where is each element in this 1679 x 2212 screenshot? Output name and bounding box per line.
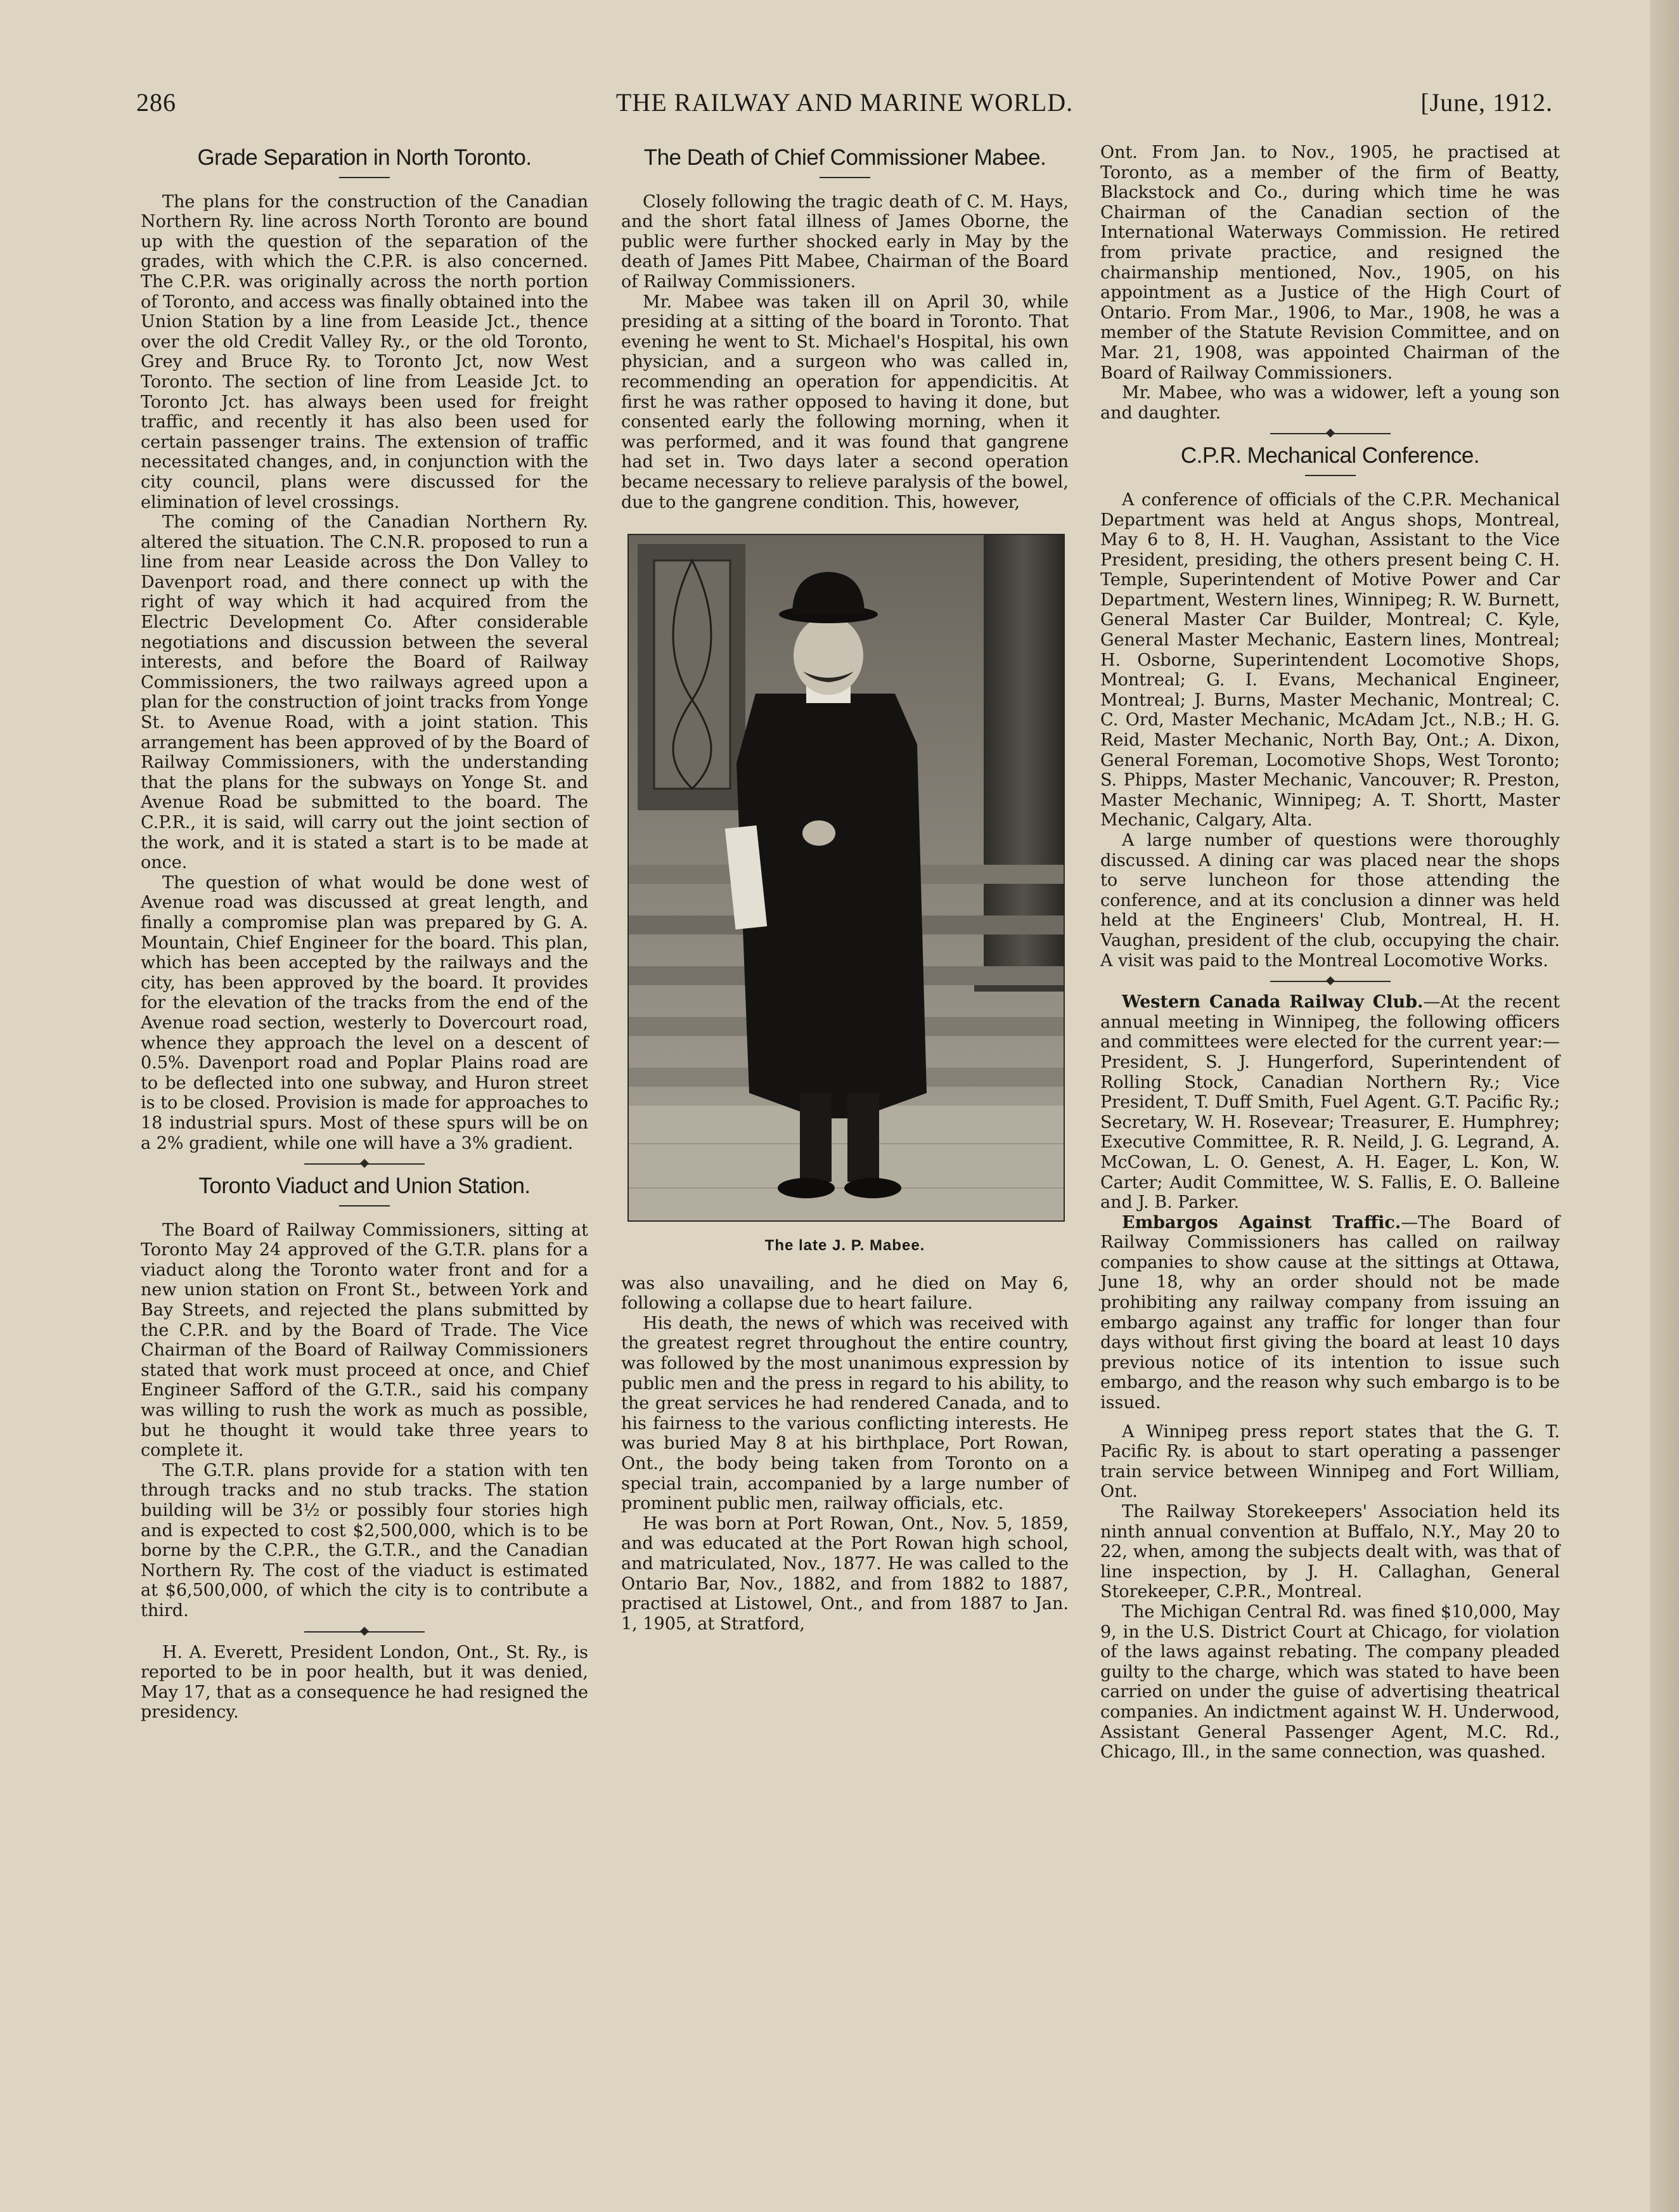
paragraph: Ont. From Jan. to Nov., 1905, he practised at Toronto, as a member of the firm of Beatty, Blackstock and Co., during which time he was Chairman of the Canadian section of the International Waterways Commission. He retired from private practice, and resigned the chairmanship mentioned, Nov., 1905, on his appointment as a Justice of the High Court of Ontario. From Mar., 1906, to Mar., 1908, he was a member of the Statute Revision Committee, and on Mar. 21, 1908, was appointed Chairman of the Board of Railway Commissioners. bbox=[1100, 143, 1560, 383]
article-title-grade-separation: Grade Separation in North Toronto. bbox=[197, 145, 532, 170]
paragraph-embargos bbox=[1100, 1213, 1560, 1413]
portrait-image bbox=[629, 535, 1064, 1220]
paragraph: His death, the news of which was received with the greatest regret throughout the entire country, was followed by the most unanimous expression by public men and the press in regard to his ability, to the great services he had rendered Canada, and to his fairness to the various conflicting interests. He was buried May 8 at his birthplace, Port Rowan, Ont., the body being taken from Toronto on a special train, accompanied by a large number of prominent public men, railway officials, etc. bbox=[621, 1313, 1069, 1514]
journal-title: THE RAILWAY AND MARINE WORLD. bbox=[615, 88, 1074, 117]
run-in-text: —The Board of Railway Commissioners has called on railway companies to show cause at the sittings at Ottawa, June 18, why an order should not be made prohibiting any railway company from issuing an embargo against any traffic for longer than four days without first giving the board at least 10 days previous notice of its intention to issue such embargo, and the reason why such embargo is to be issued. bbox=[1100, 1212, 1560, 1413]
section-divider bbox=[141, 1625, 588, 1639]
article-title-viaduct: Toronto Viaduct and Union Station. bbox=[198, 1174, 531, 1199]
paragraph: The Board of Railway Commissioners, sitting at Toronto May 24 approved of the G.T.R. plans for a viaduct along the Toronto water front and for a new union station on Front St., between York and Bay Streets, and rejected the plans submitted by the C.P.R. and by the Board of Trade. The Vice Chairman of the Board of Railway Commissioners stated that work must proceed at once, and Chief Engineer Safford of the G.T.R., said his company was willing to rush the work as much as possible, but he thought it would take three years to complete it. bbox=[141, 1220, 588, 1461]
page-edge bbox=[1650, 0, 1679, 2212]
column-2 bbox=[621, 143, 1069, 1634]
photo-caption: The late J. P. Mabee. bbox=[764, 1237, 925, 1255]
paragraph: A large number of questions were thoroughly discussed. A dining car was placed near the shops to serve luncheon for those attending the conference, and at its conclusion a dinner was held held at the Engineers' Club, Montreal, H. H. Vaughan, president of the club, occupying the chair. A visit was paid to the Montreal Locomotive Works. bbox=[1100, 831, 1560, 971]
paragraph-western-canada-railway-club bbox=[1100, 992, 1560, 1213]
running-header bbox=[136, 87, 1553, 126]
section-divider bbox=[141, 1157, 588, 1171]
paragraph: Mr. Mabee was taken ill on April 30, while presiding at a sitting of the board in Toronto. That evening he went to St. Michael's Hospital, his own physician, and a surgeon who was called in, recommending an operation for appendicitis. At first he was rather opposed to having it done, but consented early the following morning, when it was performed, and it was found that gangrene had set in. Two days later a second operation became necessary to relieve paralysis of the bowel, due to the gangrene condition. This, however, bbox=[621, 292, 1069, 512]
run-in-heading: Western Canada Railway Club. bbox=[1122, 992, 1424, 1012]
paragraph: The G.T.R. plans provide for a station with ten through tracks and no stub tracks. The station building will be 3½ or possibly four stories high and is expected to cost $2,500,000, which is to be borne by the C.P.R., the G.T.R., and the Canadian Northern Ry. The cost of the viaduct is estimated at $6,500,000, of which the city is to contribute a third. bbox=[141, 1460, 588, 1620]
paragraph: He was born at Port Rowan, Ont., Nov. 5, 1859, and was educated at the Port Rowan high school, and matriculated, Nov., 1877. He was called to the Ontario Bar, Nov., 1882, and from 1882 to 1887, practised at Listowel, Ont., and from 1887 to Jan. 1, 1905, at Stratford, bbox=[621, 1513, 1069, 1634]
article-title-mabee: The Death of Chief Commissioner Mabee. bbox=[643, 145, 1046, 170]
run-in-heading: Embargos Against Traffic. bbox=[1122, 1212, 1401, 1232]
paragraph: The plans for the construction of the Canadian Northern Ry. line across North Toronto are bound up with the question of the separation of the grades, with which the C.P.R. is also concerned. The C.P.R. was originally across the north portion of Toronto, and access was finally obtained into the Union Station by a line from Leaside Jct., thence over the old Credit Valley Ry., or the old Toronto, Grey and Bruce Ry. to Toronto Jct, now West Toronto. The section of line from Leaside Jct. to Toronto Jct. has always been used for freight traffic, and recently it has also been used for certain passenger trains. The extension of traffic necessitated changes, and, in conjunction with the city council, plans were discussed for the elimination of level crossings. bbox=[141, 191, 588, 512]
title-rule bbox=[820, 177, 870, 178]
title-rule bbox=[339, 177, 390, 178]
paragraph: A conference of officials of the C.P.R. Mechanical Department was held at Angus shops, Montreal, May 6 to 8, H. H. Vaughan, Assistant to the Vice President, presiding, the others present being C. H. Temple, Superintendent of Motive Power and Car Department, Western lines, Winnipeg; R. W. Burnett, General Master Car Builder, Montreal; C. Kyle, General Master Mechanic, Eastern lines, Montreal; H. Osborne, Superintendent Locomotive Shops, Montreal; G. I. Evans, Mechanical Engineer, Montreal; J. Burns, Master Mechanic, Montreal; C. C. Ord, Master Mechanic, McAdam Jct., N.B.; H. G. Reid, Master Mechanic, North Bay, Ont.; A. Dixon, General Foreman, Locomotive Shops, West Toronto; S. Phipps, Master Mechanic, Vancouver; R. Preston, Master Mechanic, Winnipeg; A. T. Shortt, Master Mechanic, Calgary, Alta. bbox=[1100, 489, 1560, 831]
paragraph: The coming of the Canadian Northern Ry. altered the situation. The C.N.R. proposed to run a line from near Leaside across the Don Valley to Davenport road, and there connect up with the right of way which it had acquired from the Electric Development Co. After considerable negotiations and discussion between the several interests, and before the Board of Railway Commissioners, the two railways agreed upon a plan for the construction of joint tracks from Yonge St. to Avenue Road, with a joint station. This arrangement has been approved of by the Board of Railway Commissioners, with the understanding that the plans for the subways on Yonge St. and Avenue Road be submitted to the board. The C.P.R., it is said, will carry out the joint section of the work, and it is stated a start is to be made at once. bbox=[141, 512, 588, 873]
paragraph: Mr. Mabee, who was a widower, left a young son and daughter. bbox=[1100, 383, 1560, 423]
section-divider bbox=[1100, 974, 1560, 988]
paragraph: A Winnipeg press report states that the G. T. Pacific Ry. is about to start operating a passenger train service between Winnipeg and Fort William, Ont. bbox=[1100, 1421, 1560, 1502]
paragraph: The question of what would be done west of Avenue road was discussed at great length, and finally a compromise plan was prepared by G. A. Mountain, Chief Engineer for the board. This plan, which has been accepted by the railways and the city, has been approved by the board. It provides for the elevation of the tracks from the end of the Avenue road section, westerly to Dovercourt road, whence they approach the level on a descent of 0.5%. Davenport road and Poplar Plains road are to be deflected into one subway, and Huron street is to be closed. Provision is made for approaches to 18 industrial spurs. Most of these spurs will be on a 2% gradient, while one will have a 3% gradient. bbox=[141, 872, 588, 1153]
title-rule bbox=[1305, 475, 1356, 476]
portrait-photo bbox=[627, 534, 1065, 1222]
paragraph: The Railway Storekeepers' Association held its ninth annual convention at Buffalo, N.Y., May 20 to 22, when, among the subjects dealt with, was that of line inspection, by J. H. Callaghan, General Storekeeper, C.P.R., Montreal. bbox=[1100, 1502, 1560, 1602]
article-title-mechanical-conference: C.P.R. Mechanical Conference. bbox=[1180, 443, 1480, 469]
page-number: 286 bbox=[136, 88, 176, 117]
column-3 bbox=[1100, 143, 1560, 1762]
section-divider bbox=[1100, 427, 1560, 441]
run-in-text: —At the recent annual meeting in Winnipeg, the following officers and committees were elected for the current year:—President, S. J. Hungerford, Superintendent of Rolling Stock, Canadian Northern Ry.; Vice President, T. Duff Smith, Fuel Agent. G.T. Pacific Ry.; Secretary, W. H. Rosevear; Treasurer, E. Humphrey; Executive Committee, R. R. Neild, J. G. Legrand, A. McCowan, L. O. Genest, A. H. Eager, L. Kon, W. Carter; Audit Committee, W. S. Fallis, E. O. Balleine and J. B. Parker. bbox=[1100, 992, 1560, 1213]
paragraph: Closely following the tragic death of C. M. Hays, and the short fatal illness of James Oborne, the public were further shocked early in May by the death of James Pitt Mabee, Chairman of the Board of Railway Commissioners. bbox=[621, 191, 1069, 292]
issue-date: [June, 1912. bbox=[1420, 88, 1553, 117]
paragraph: The Michigan Central Rd. was fined $10,000, May 9, in the U.S. District Court at Chicago, for violation of the laws against rebating. The company pleaded guilty to the charge, which was stated to have been carried on under the guise of advertising theatrical companies. An indictment against W. H. Underwood, Assistant General Passenger Agent, M.C. Rd., Chicago, Ill., in the same connection, was quashed. bbox=[1100, 1601, 1560, 1762]
title-rule bbox=[339, 1205, 390, 1206]
column-1 bbox=[141, 143, 588, 1723]
paragraph: was also unavailing, and he died on May 6, following a collapse due to heart failure. bbox=[621, 1273, 1069, 1314]
paragraph-everett: H. A. Everett, President London, Ont., St. Ry., is reported to be in poor health, but it was denied, May 17, that as a consequence he had resigned the presidency. bbox=[141, 1642, 588, 1723]
